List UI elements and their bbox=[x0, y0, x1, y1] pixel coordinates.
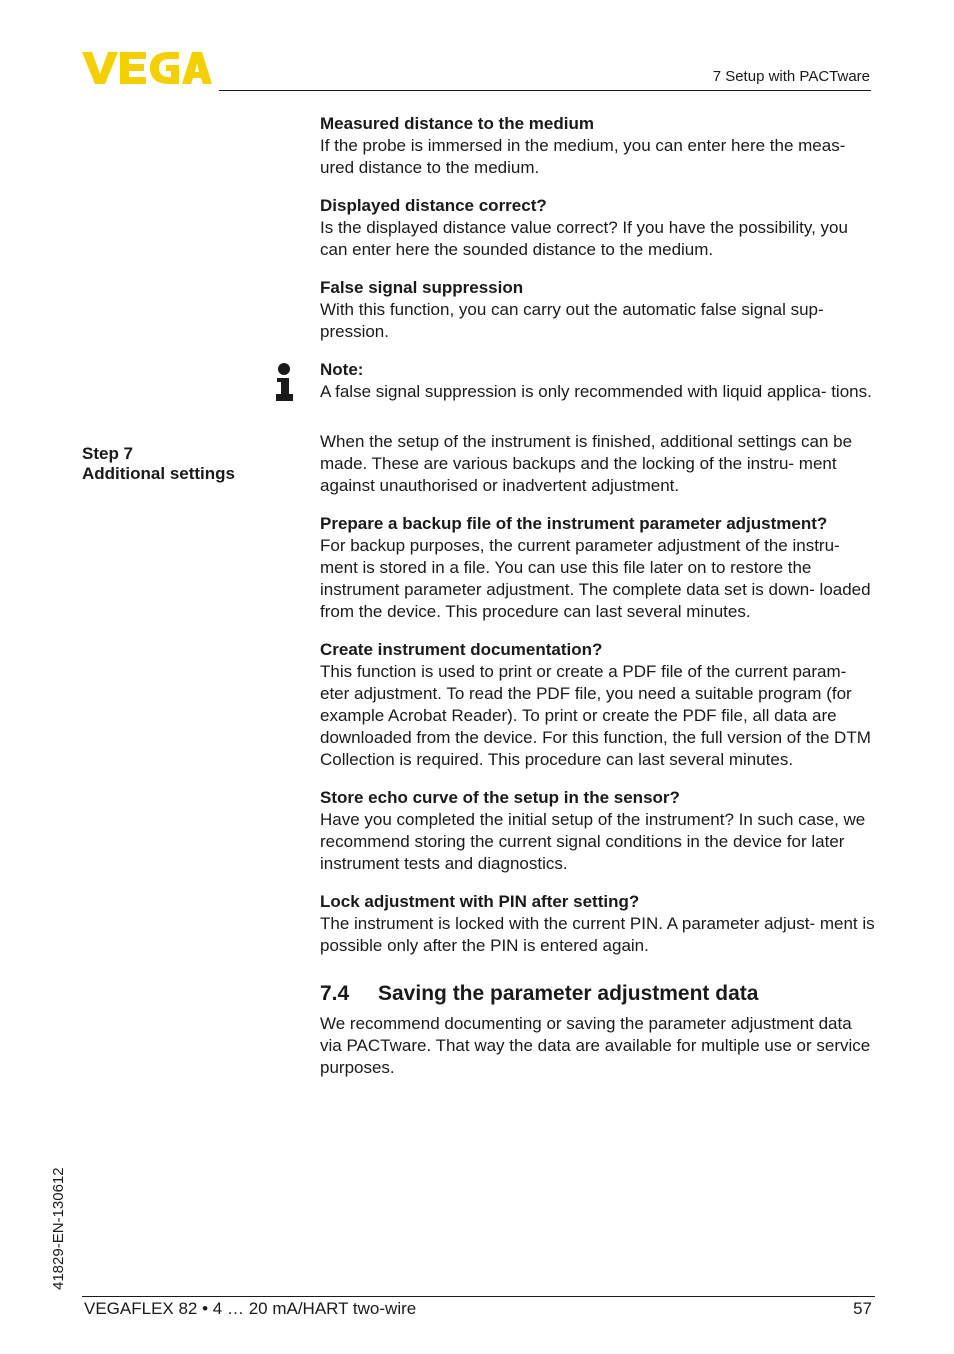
step-intro: When the setup of the instrument is finished, additional settings can be made. These are various backups and the locking of the instru- ment against unauthorised or inadvertent adjustment. bbox=[320, 432, 853, 495]
info-icon bbox=[274, 363, 294, 401]
block-text: Is the displayed distance value correct? If you have the possibility, you can enter here the sounded distance to the medium. bbox=[320, 218, 848, 259]
block-title: Measured distance to the medium bbox=[320, 114, 594, 133]
note-text: A false signal suppression is only recommended with liquid applica- tions. bbox=[320, 382, 872, 401]
block-text: This function is used to print or create a PDF file of the current param- eter adjustment. To read the PDF file, you need a suitable program (for example Acrobat Reader). To print or create the PDF file, all data are downloaded from the device. For this function, the full version of the DTM Collection is required. This procedure can last several minutes. bbox=[320, 662, 871, 769]
block-title: Prepare a backup file of the instrument parameter adjustment? bbox=[320, 514, 828, 533]
section-heading bbox=[320, 981, 876, 1007]
footer-product: VEGAFLEX 82 • 4 … 20 mA/HART two-wire bbox=[84, 1299, 417, 1318]
footer-rule bbox=[82, 1296, 875, 1297]
block-text: For backup purposes, the current parameter adjustment of the instru- ment is stored in a file. You can use this file later on to restore the instrument parameter adjustment. The complete data set is down- loaded from the device. This procedure can last several minutes. bbox=[320, 536, 871, 621]
block-title: Store echo curve of the setup in the sensor? bbox=[320, 788, 680, 807]
step-sublabel: Additional settings bbox=[82, 464, 235, 483]
vega-logo bbox=[82, 52, 212, 84]
section-body bbox=[320, 1013, 876, 1079]
main-content bbox=[320, 113, 876, 1095]
block-displayed-distance bbox=[320, 195, 876, 261]
block-documentation bbox=[320, 639, 876, 771]
block-backup bbox=[320, 513, 876, 623]
block-text: Have you completed the initial setup of the instrument? In such case, we recommend storing the current signal conditions in the device for later instrument tests and diagnostics. bbox=[320, 810, 866, 873]
step-label: Step 7 bbox=[82, 444, 134, 463]
step-margin-label bbox=[82, 444, 235, 484]
block-text: With this function, you can carry out the automatic false signal sup- pression. bbox=[320, 300, 824, 341]
block-false-signal bbox=[320, 277, 876, 343]
block-title: Displayed distance correct? bbox=[320, 196, 547, 215]
block-title: False signal suppression bbox=[320, 278, 524, 297]
section-title: Saving the parameter adjustment data bbox=[378, 982, 759, 1005]
note-title: Note: bbox=[320, 360, 364, 379]
note-block bbox=[320, 359, 876, 403]
section-text: We recommend documenting or saving the parameter adjustment data via PACTware. That way the data are available for multiple use or service purposes. bbox=[320, 1014, 871, 1077]
block-lock-pin bbox=[320, 891, 876, 957]
block-title: Create instrument documentation? bbox=[320, 640, 603, 659]
document-code: 41829-EN-130612 bbox=[50, 1167, 67, 1290]
block-text: If the probe is immersed in the medium, you can enter here the meas- ured distance to the medium. bbox=[320, 136, 846, 177]
section-number: 7.4 bbox=[320, 982, 350, 1005]
block-echo-curve bbox=[320, 787, 876, 875]
block-title: Lock adjustment with PIN after setting? bbox=[320, 892, 640, 911]
block-measured-distance bbox=[320, 113, 876, 179]
block-text: The instrument is locked with the current PIN. A parameter adjust- ment is possible only after the PIN is entered again. bbox=[320, 914, 875, 955]
header-rule bbox=[219, 90, 871, 91]
page-number: 57 bbox=[853, 1299, 872, 1318]
header-section-title: 7 Setup with PACTware bbox=[712, 68, 870, 85]
